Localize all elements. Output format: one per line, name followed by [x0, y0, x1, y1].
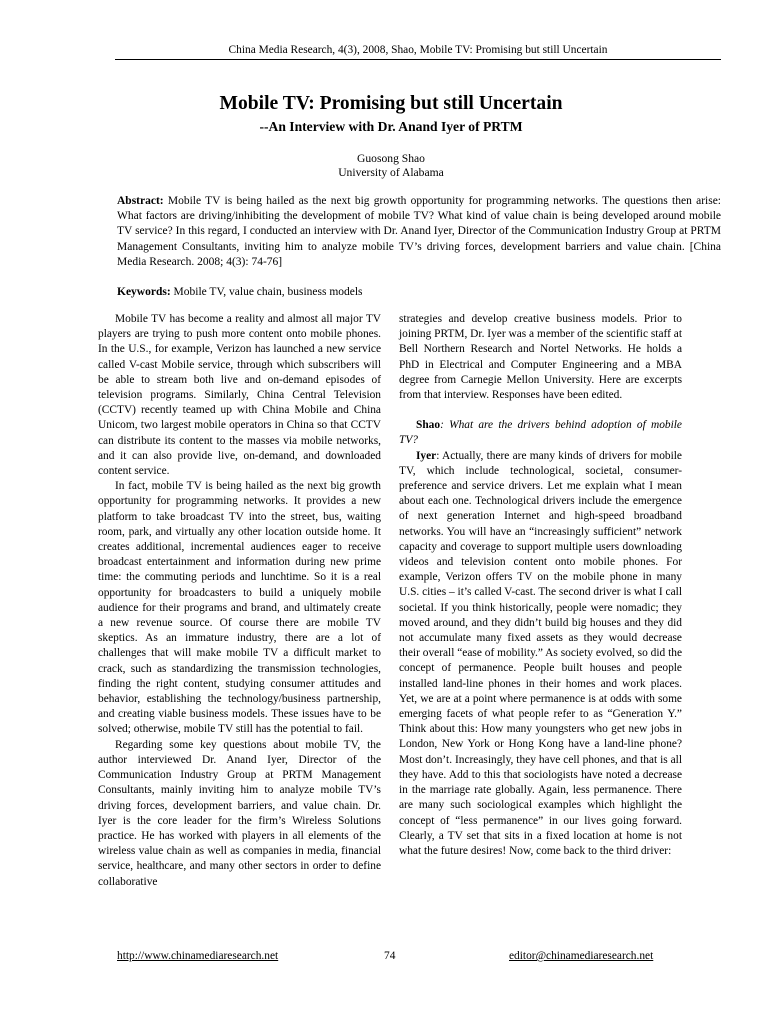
keywords-label: Keywords: — [117, 286, 171, 298]
author-name: Guosong Shao — [357, 152, 425, 165]
page-number: 74 — [384, 950, 396, 962]
interview-answer — [399, 449, 682, 859]
author-affiliation: University of Alabama — [338, 166, 444, 179]
right-paragraph-1: strategies and develop creative business models. Prior to joining PRTM, Dr. Iyer was a member of the scientific staff at Bell Northern Research and Nortel Networks. He holds a PhD in Electrical and Computer Engineering and a MBA degree from Carnegie Mellon University. Here are excerpts from that interview. Responses have been edited. — [399, 313, 682, 402]
question-speaker: Shao — [416, 419, 441, 432]
abstract — [117, 194, 721, 270]
answer-text: : Actually, there are many kinds of drivers for mobile TV, which include technological, societal, consumer-preference and service drivers. Let me explain what I mean about each one. Technological drivers include the emergence of next generation Internet and high-speed broadband networks. You will have an “increasingly sufficient” network capacity and coverage to support multiple users downloading videos and television content onto mobile phones. For example, Verizon offers TV on the mobile phone in many U.S. cities – it’s called V-cast. The second driver is what I call societal. If you think historically, people were nomadic; they moved around, and they didn’t build big houses and they did not accumulate many fixed assets as they would decrease their overall “ease of mobility.” As society evolved, so did the concept of permanence. People built houses and people installed land-line phones in their homes and work places. Yet, we are at a point where permanence is at odds with some emerging facets of what people refer to as “Generation Y.” Think about this: How many youngsters who get new jobs in London, New York or Hong Kong have a land-line phone? Most don’t. Increasingly, they have cell phones, and that is all they have. Add to this that sociologists have noted a decrease in the marriage rate globally. Again, less permanence. There are many such sociological examples which highlight the concept of “less permanence” in our lives going forward. Clearly, a TV set that sits in a fixed location at home is not what the future desires! Now, come back to the third driver: — [399, 449, 682, 857]
right-column — [399, 312, 682, 859]
keywords-text: Mobile TV, value chain, business models — [170, 286, 363, 298]
left-paragraph-3: Regarding some key questions about mobile TV, the author interviewed Dr. Anand Iyer, Director of the Communication Industry Group at PRTM Management Consultants, mainly inviting him to analyze mobile TV’s driving forces, development barriers, and value chain. Dr. Iyer is the core leader for the firm’s Wireless Solutions practice. He has worked with players in all elements of the wireless value chain as well as companies in media, financial service, healthcare, and many other sectors in order to define collaborative — [98, 738, 381, 888]
abstract-label: Abstract: — [117, 195, 164, 207]
left-paragraph-1: Mobile TV has become a reality and almost all major TV players are trying to push more content onto mobile phones. In the U.S., for example, Verizon has launched a new service called V-cast Mobile service, through which subscribers will be able to stream both live and on-demand episodes of television programs. Similarly, China Central Television (CCTV) recently teamed up with China Mobile and China Unicom, two largest mobile operators in China so that CCTV can distribute its content to the masses via mobile networks, and it can also provide live, on-demand, and downloaded content service. — [98, 313, 381, 478]
running-header: China Media Research, 4(3), 2008, Shao, Mobile TV: Promising but still Uncertain — [115, 43, 721, 60]
footer-email-link[interactable]: editor@chinamediaresearch.net — [509, 950, 654, 962]
question-text: : What are the drivers behind adoption of mobile TV? — [399, 419, 682, 447]
article-subtitle: --An Interview with Dr. Anand Iyer of PRTM — [259, 119, 523, 134]
article-title: Mobile TV: Promising but still Uncertain — [219, 93, 563, 114]
footer-url-link[interactable]: http://www.chinamediaresearch.net — [117, 950, 279, 962]
interview-question — [399, 418, 682, 448]
keywords — [117, 285, 721, 299]
answer-speaker: Iyer — [416, 449, 437, 462]
left-column — [98, 312, 381, 890]
left-paragraph-2: In fact, mobile TV is being hailed as the next big growth opportunity for programming networks. It provides a new platform to take broadcast TV into the street, bus, waiting room, park, and virtually any other location outside home. It creates additional, incremental audiences eager to receive broadcast entertainment and information during new prime time: the commuting periods and lunchtime. So it is a real opportunity for broadcasters to build a uniquely mobile audience for their programs and brand, and ultimately create a new revenue source. Of course there are mobile TV skeptics. As an immature industry, there are a lot of challenges that will make mobile TV a difficult market to crack, such as standardizing the transmission technologies, finding the right content, studying consumer attitudes and behavior, establishing the technology/business partnership, and creating viable business models. These issues have to be solved; otherwise, mobile TV still has the potential to fail. — [98, 480, 381, 736]
abstract-text: Mobile TV is being hailed as the next big growth opportunity for programming networks. The questions then arise: What factors are driving/inhibiting the development of mobile TV? What kind of value chain is being developed around mobile TV service? In this regard, I conducted an interview with Dr. Anand Iyer, Director of the Communication Industry Group at PRTM Management Consultants, inviting him to analyze mobile TV’s driving forces, development barriers and value chain. [China Media Research. 2008; 4(3): 74-76] — [117, 195, 721, 268]
